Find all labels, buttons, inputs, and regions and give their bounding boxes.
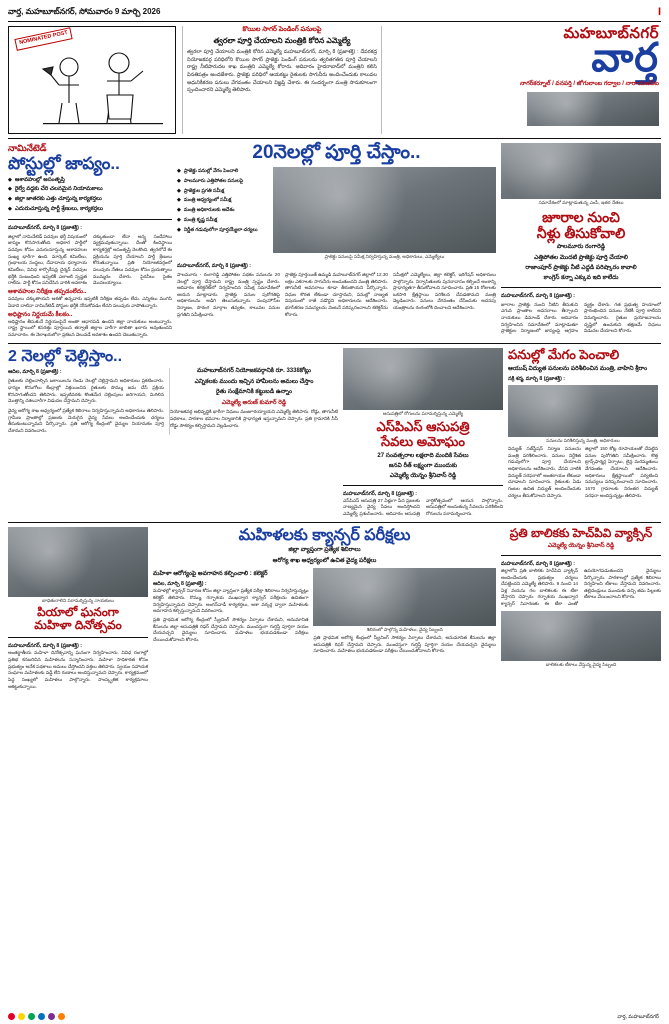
power-works-caption: పనులను పరిశీలిస్తున్న మంత్రి, అధికారులు xyxy=(546,438,620,443)
nominated-sub1: ఆశావహుల నిరీక్షణ తప్పడంలేదు.. xyxy=(8,289,87,296)
jurala-sub-1: పాలమూరు రంగారెడ్డి xyxy=(556,244,606,251)
review-meeting-photo xyxy=(273,167,496,253)
jurala-sub-2: ఎత్తిపోతల మొదటి ప్రాజెక్టు పూర్తి చేయాలి xyxy=(534,254,628,261)
bullet-item: ◆ రైల్వే వద్దకు చేరి చలనమైన నియామకాలు xyxy=(8,185,172,195)
jurala-headline-1: జూరాల నుంచి xyxy=(542,208,620,225)
lead-story xyxy=(182,26,382,134)
cancer-sub-2: ఆరోగ్య శాఖ ఆధ్వర్యంలో ఉచిత వైద్య పరీక్షలు xyxy=(272,557,377,564)
cancer-sub-1: జిల్లా వ్యాప్తంగా ప్రత్యేక శిబిరాలు xyxy=(288,547,361,554)
twenty-months-story xyxy=(177,143,496,339)
color-registration-dots xyxy=(8,1013,65,1020)
hospital-story xyxy=(343,348,503,518)
lead-body: త్వరలా పూర్తి చేయాలని మంత్రికి కోరిన ఎమ్మెల్యే మహబూబ్‌నగర్, మార్చి 8 (ప్రజాశక్తి) : దేవరకద్ర నియోజకవర్గ పరిధిలోని కొయిల సాగర్ ప్రాజెక్టు పెండింగ్ పనులను త్వరితగతిన పూర్తి చేయాలని రాష్ట్ర నీటిపారుదల శాఖ మంత్రిని ఎమ్మెల్యే కోరారు. ఆదివారం హైదరాబాద్‌లో మంత్రిని కలిసి వినతిపత్రం అందజేశారు. ప్రాజెక్టు పరిధిలో ఆయకట్టు రైతులకు సాగునీరు అందించేందుకు కాలువల ఆధునికీకరణ పనులు వేగవంతం చేయాలని విజ్ఞప్తి చేశారు. ఈ సందర్భంగా మంత్రి సానుకూలంగా స్పందించారని ఎమ్మెల్యే తెలిపారు. xyxy=(187,49,377,94)
funds-body: నియోజకవర్గ అభివృద్ధికి భారీగా నిధులు మంజూరయ్యాయని ఎమ్మెల్యే తెలిపారు. రోడ్లు, తాగునీటి పథకాలు, పాఠశాల భవనాల నిర్మాణానికి ప్రాధాన్యత ఇస్తున్నామని చెప్పారు. ప్రతి గ్రామానికి సీసీ రోడ్డు సౌకర్యం కల్పిస్తామని వెల్లడించారు. xyxy=(169,409,338,428)
section-divider-1 xyxy=(8,343,661,344)
power-works-col-b: జిల్లాలో 150 కోట్ల రూపాయలతో చేపట్టిన పనుల పురోగతిని సమీక్షించారు. కొత్త ట్రాన్స్‌ఫార్మర్ల ఏర్పాటు, లైన్ల మరమ్మతులు వేగవంతం చేయాలని ఆదేశించారు. అధికారులు క్షేత్రస్థాయిలో పర్యటించి సమస్యలు పరిష్కరించాలని సూచించారు. 1670 గ్రామాలకు నిరంతర విద్యుత్ సరఫరా అందిస్తున్నట్లు తెలిపారు. xyxy=(585,445,658,498)
twenty-months-byline: మహబూబ్‌నగర్, మార్చి 8 (ప్రజాశక్తి) : xyxy=(177,262,251,269)
hpv-photo-caption: బాలికలకు టీకాలు వేస్తున్న వైద్య సిబ్బంది xyxy=(545,661,617,667)
nominated-sub2: అధిష్టానం నిర్ణయమే కీలకం.. xyxy=(8,311,73,318)
bullet-item: ◆ ఆశావహుల్లో అసంతృప్తి xyxy=(8,176,172,186)
masthead-row xyxy=(8,26,661,134)
cancer-screening-story xyxy=(153,527,496,691)
nominated-body: జిల్లాలో నామినేటెడ్ పదవుల భర్తీ విషయంలో జాప్యం కొనసాగుతోంది. అధికార పార్టీలో పదవుల కోసం ఎదురుచూస్తున్న ఆశావహుల సంఖ్య భారీగా ఉంది. మార్కెట్ కమిటీలు, గ్రంథాలయ సంస్థలు, దేవాదాయ ధర్మాదాయ కమిటీలు, వివిధ కార్పొరేషన్ల చైర్మన్ పదవుల భర్తీకి సంబంధించి ఇప్పటికీ ఎలాంటి స్పష్టత రాలేదు. పార్టీ కోసం పనిచేసిన వారికి అవకాశం దక్కుతుందా లేదా అన్న సందేహాలు వ్యక్తమవుతున్నాయి. దీంతో కిందిస్థాయి కార్యకర్తల్లో అసంతృప్తి నెలకొంది. త్వరలోనే ఈ ప్రక్రియను పూర్తి చేయాలని పార్టీ శ్రేణులు కోరుతున్నాయి. ప్రతి నియోజకవర్గంలో పలువురు నేతలు పదవుల కోసం ప్రయత్నాలు ముమ్మరం చేశారు. పైరవీలు సైతం మొదలయ్యాయి. xyxy=(8,233,172,286)
womens-day-body: అంతర్జాతీయ మహిళా దినోత్సవాన్ని ఘనంగా నిర్వహించారు. వివిధ రంగాల్లో ప్రతిభ కనబరిచిన మహిళలను సన్మానించారు. మహిళా సాధికారత కోసం ప్రభుత్వం అనేక పథకాలు అమలు చేస్తోందని వక్తలు తెలిపారు. స్వయం సహాయక సంఘాల మహిళలకు వడ్డీ లేని రుణాలు అందిస్తున్నామని చెప్పారు. కార్యక్రమంలో పెద్ద సంఖ్యలో మహిళలు పాల్గొన్నారు. సాంస్కృతిక కార్యక్రమాలు ఆకట్టుకున్నాయి. xyxy=(8,650,148,689)
two-months-story xyxy=(8,348,338,518)
twenty-months-col3: సమీక్షలో ఎమ్మెల్యేలు, జిల్లా కలెక్టర్, ఇరిగేషన్ అధికారులు పాల్గొన్నారు. నిర్వాసితులకు పునరావాసం కల్పించే అంశాన్ని ప్రాధాన్యతగా తీసుకోవాలని సూచించారు. ప్రతి 15 రోజులకు ఒకసారి క్షేత్రస్థాయి పరిశీలన చేపడతామని మంత్రి వెల్లడించారు. పనులు వేగవంతం చేసేందుకు అదనపు యంత్రాలను రంగంలోకి దించాలని ఆదేశించారు. xyxy=(393,271,496,311)
nameplate xyxy=(388,26,661,134)
cancer-body-2: ప్రతి ప్రాథమిక ఆరోగ్య కేంద్రంలో స్క్రీనింగ్ సౌకర్యం ఏర్పాటు చేశామని, అనుమానిత కేసులను జిల్లా ఆసుపత్రికి రిఫర్ చేస్తామని చెప్పారు. ముందస్తుగా గుర్తిస్తే పూర్తిగా నయం చేయవచ్చని వైద్యులు సూచించారు. మహిళలు భయపడకుండా పరీక్షలు చేయించుకోవాలని కోరారు. xyxy=(153,617,309,643)
funds-sub1: ఎన్నికలకు ముందు ఇచ్చిన హామీలను అమలు చేస్తాం xyxy=(194,379,314,386)
hospital-headline-1: ఎస్‌పిఎస్ ఆసుపత్రి xyxy=(376,418,470,434)
lead-kicker: కొయిల సాగర్ పెండింగ్ పనులపై xyxy=(242,26,322,33)
cancer-camp-photo xyxy=(313,568,496,626)
bullet-item: ◆ పాలమూరు ఎత్తిపోతల పనులపై xyxy=(177,177,269,187)
jurala-byline: మహబూబ్‌నగర్, మార్చి 8 (ప్రజాశక్తి) : xyxy=(501,292,575,299)
nameplate-title: వార్త xyxy=(591,36,659,80)
nominated-byline: మహబూబ్‌నగర్, మార్చి 8 (ప్రజాశక్తి) : xyxy=(8,224,82,231)
divider xyxy=(501,555,661,556)
jurala-sub-3: రాజాంపూర్ ప్రాజెక్టు నీటి ఎద్దడి పరిష్కారం కావాలి xyxy=(525,264,637,271)
nameplate-town: మహబూబ్‌నగర్ xyxy=(563,25,659,42)
page-header xyxy=(8,6,661,22)
jurala-photo-caption: సమావేశంలో మాట్లాడుతున్న ఎంపీ, ఇతర నేతలు xyxy=(538,200,624,205)
womens-day-photo xyxy=(8,527,148,597)
cancer-headline: మహిళలకు క్యాన్సర్ పరీక్షలు xyxy=(238,526,411,544)
power-works-headline: పనుల్లో మేగం పెంచాలి xyxy=(508,346,620,362)
power-works-story xyxy=(508,348,658,518)
lower-section xyxy=(8,527,661,691)
footer-imprint: వార్త, మహబూబ్‌నగర్ xyxy=(617,1013,659,1020)
page-number: I xyxy=(657,6,661,18)
cancer-body-extra: ప్రతి ప్రాథమిక ఆరోగ్య కేంద్రంలో స్క్రీనింగ్ సౌకర్యం ఏర్పాటు చేశామని, అనుమానిత కేసులను జిల్లా ఆసుపత్రికి రిఫర్ చేస్తామని చెప్పారు. ముందస్తుగా గుర్తిస్తే పూర్తిగా నయం చేయవచ్చని వైద్యులు సూచించారు. మహిళలు భయపడకుండా పరీక్షలు చేయించుకోవాలని కోరారు. xyxy=(313,635,496,654)
hpv-body: జిల్లాలోని ప్రతి బాలికకు హెచ్‌పివి వ్యాక్సిన్ అందించేందుకు ప్రభుత్వం చర్యలు చేపట్టిందని ఎమ్మెల్యే తెలిపారు. 9 నుంచి 14 ఏళ్ల వయసు గల బాలికలకు ఈ టీకా వేస్తారని చెప్పారు. గర్భాశయ ముఖద్వార క్యాన్సర్ నివారణకు ఈ టీకా ఎంతో ఉపయోగపడుతుందని వైద్యులు పేర్కొన్నారు. పాఠశాలల్లో ప్రత్యేక శిబిరాలు నిర్వహించి టీకాలు వేస్తామని వివరించారు. తల్లిదండ్రులు ముందుకు వచ్చి తమ పిల్లలకు టీకాలు వేయించాలని కోరారు. xyxy=(501,567,661,607)
nominated-bullets xyxy=(8,176,172,215)
womens-day-caption: బాధితురాలిని పరామర్శిస్తున్న నాయకులు xyxy=(42,597,114,603)
nameplate-editions: నాగర్‌కర్నూల్ / వనపర్తి / జోగులాంబ గద్వాల / నారాయణపేట xyxy=(519,81,659,87)
cancer-camp-caption: శిబిరంలో పాల్గొన్న మహిళలు, వైద్య సిబ్బంది xyxy=(366,627,443,633)
power-works-byline: నక్రి శర్మ, మార్చి 8 (ప్రజాశక్తి) : xyxy=(508,376,566,382)
jurala-body: జూరాల ప్రాజెక్టు నుంచి నీటిని తీసుకుని ఎగువ ప్రాంతాల అవసరాలు తీర్చాలని నాయకులు డిమాండ్ చేశారు. ఆదివారం నిర్వహించిన సమావేశంలో మాట్లాడుతూ ప్రాజెక్టుల నిర్మాణంలో జాప్యంపై ఆగ్రహం వ్యక్తం చేశారు. గత ప్రభుత్వ హయాంలో ప్రారంభించిన పనులు నేటికీ పూర్తి కాలేదని విమర్శించారు. రైతుల ప్రయోజనాలను దృష్టిలో ఉంచుకుని తక్షణమే నిధులు విడుదల చేయాలని కోరారు. xyxy=(501,301,661,334)
two-months-headline: 2 నెలల్లో చెల్లిస్తాం.. xyxy=(8,347,123,365)
cartoon-art xyxy=(8,27,175,133)
divider xyxy=(343,485,503,486)
bullet-item: ◆ ఎదురుచూస్తున్న పార్టీ శ్రేణులు, కార్యకర్తలు xyxy=(8,205,172,215)
hospital-body: ఎస్‌పిఎస్ ఆసుపత్రి 27 ఏళ్లుగా పేద ప్రజలకు నాణ్యమైన వైద్య సేవలు అందిస్తోందని ఎమ్మెల్యే ప్రశంసించారు. ఆదివారం ఆసుపత్రి వార్షికోత్సవంలో ఆయన పాల్గొన్నారు. ఆసుపత్రిలో అందుతున్న సేవలను పరిశీలించి రోగులను పరామర్శించారు. xyxy=(343,497,503,516)
womens-day-headline-1: పియాలో ఘనంగా xyxy=(37,604,119,619)
jurala-photo xyxy=(501,143,661,199)
lead-headline: త్వరలా పూర్తి చేయాలని మంత్రికి కోరిన ఎమ్మెల్యే xyxy=(213,36,351,46)
hospital-sub-2: జనవి రీత్ లక్ష్యంగా ముందుకు xyxy=(388,462,458,469)
divider xyxy=(8,637,148,638)
womens-day-byline: మహబూబ్‌నగర్, మార్చి 8 (ప్రజాశక్తి) : xyxy=(8,643,82,650)
review-meeting-caption: ప్రాజెక్టు పనులపై సమీక్ష నిర్వహిస్తున్న మంత్రి, అధికారులు, ఎమ్మెల్యేలు xyxy=(324,253,445,259)
power-works-col-a: విద్యుత్ సబ్‌స్టేషన్ నిర్మాణ పనులను మంత్రి పరిశీలించారు. పనులు నిర్దేశిత గడువులోగా పూర్తి చేయాలని అధికారులను ఆదేశించారు. వేసవి నాటికి విద్యుత్ సరఫరాలో అంతరాయం లేకుండా చూడాలని సూచించారు. రైతులకు ఏడు గంటల ఉచిత విద్యుత్ అందించేందుకు చర్యలు తీసుకోవాలని చెప్పారు. xyxy=(508,445,581,498)
cancer-body-1: మహిళల్లో క్యాన్సర్ నివారణ కోసం జిల్లా వ్యాప్తంగా ప్రత్యేక పరీక్షా శిబిరాలు నిర్వహిస్తున్నట్లు కలెక్టర్ తెలిపారు. రొమ్ము, గర్భాశయ ముఖద్వార క్యాన్సర్ పరీక్షలను ఉచితంగా నిర్వహిస్తున్నామని చెప్పారు. అంగన్‌వాడీ కార్యకర్తలు, ఆశా వర్కర్ల ద్వారా మహిళలకు అవగాహన కల్పిస్తున్నామని వివరించారు. xyxy=(153,588,309,614)
upper-section xyxy=(8,143,661,339)
nominated-headline: పోస్టుల్లో జాప్యం.. xyxy=(8,153,120,173)
hospital-photo-caption: ఆసుపత్రిలో రోగులను పరామర్శిస్తున్న ఎమ్మెల్యే xyxy=(382,410,464,416)
hospital-sub-3: ఎమ్మెల్యే యెన్నం శ్రీనివాస్ రెడ్డి xyxy=(389,473,457,480)
editorial-cartoon xyxy=(8,26,176,134)
masthead-divider xyxy=(8,138,661,139)
two-months-col3: వైద్య ఆరోగ్య శాఖ ఆధ్వర్యంలో ప్రత్యేక శిబిరాలు నిర్వహిస్తున్నామని అధికారులు తెలిపారు. గ్రామీణ ప్రాంతాల్లో ప్రజలకు మెరుగైన వైద్య సేవలు అందించేందుకు చర్యలు తీసుకుంటున్నామని పేర్కొన్నారు. ప్రతి ఆరోగ్య కేంద్రంలో వైద్యుల నియామకం పూర్తి చేశామని వివరించారు. xyxy=(8,407,164,433)
middle-section xyxy=(8,348,661,518)
cancer-byline: ఆదిల, మార్చి 8 (ప్రజాశక్తి) : xyxy=(153,581,207,588)
nominated-sub2-body: అధిష్టానం తీసుకునే నిర్ణయంపైనే అంతా ఆధారపడి ఉందని జిల్లా నాయకులు అంటున్నారు. రాష్ట్ర స్థాయిలో కసరత్తు పూర్తయిన తర్వాతే జిల్లాల వారీగా జాబితా ఖరారు అవుతుందని సమాచారం. ఈ నెలాఖరులోగా ప్రకటన వెలువడే అవకాశం ఉందని చెబుతున్నారు. xyxy=(8,318,172,338)
bullet-item: ◆ మంత్రి ఆధ్వర్యంలో సమీక్ష xyxy=(177,196,269,206)
nominated-posts-story xyxy=(8,143,172,339)
hospital-headline-2: సేవలు అమోఘం xyxy=(381,433,465,449)
hpv-byline: మహబూబ్‌నగర్, మార్చి 8 (ప్రజాశక్తి) : xyxy=(501,560,575,567)
divider xyxy=(501,287,661,288)
bullet-item: ◆ ప్రాజెక్టు పనుల్లో వేగం పెంచాలి xyxy=(177,167,269,177)
nominated-post-stamp: NOMINATED POST xyxy=(14,27,73,50)
funds-subhead: మహబూబ్‌నగర్ నియోజకవర్గానికి రూ. 3338కోట్లు xyxy=(197,368,311,375)
power-works-photo xyxy=(508,385,658,437)
hpv-photo xyxy=(501,611,661,661)
nominated-kicker: నామినేటెడ్ xyxy=(8,143,47,153)
hospital-sub-1: 27 సంవత్సరాల లక్షలాది మందికి సేవలు xyxy=(377,452,469,459)
two-months-col1: రైతులకు చెల్లించాల్సిన బకాయిలను రెండు నెలల్లో చెల్లిస్తామని అధికారులు ప్రకటించారు. ధాన్యం కొనుగోలు కేంద్రాల్లో విక్రయించిన రైతులకు సొమ్ము జమ చేసే ప్రక్రియ కొనసాగుతోందని తెలిపారు. ఇప్పటివరకు కొంతమేర చెల్లింపులు జరిగాయని, మిగిలిన మొత్తాన్ని దశలవారీగా విడుదల చేస్తామని చెప్పారు. xyxy=(8,378,164,404)
jurala-sub-4: కాంగ్రెస్ కన్నా ఎక్కువ ఇది కాలేదు xyxy=(543,275,619,282)
funds-sub2: రైతు సంక్షేమానికి కట్టుబడి ఉన్నాం xyxy=(215,389,293,396)
womens-day-story xyxy=(8,527,148,691)
divider xyxy=(8,219,172,220)
hospital-photo xyxy=(343,348,503,410)
hpv-headline: ప్రతి బాలికకు హెచ్‌పివి వ్యాక్సిన్ xyxy=(509,525,653,540)
section-divider-2 xyxy=(8,522,661,523)
bullet-item: ◆ మంత్రి అధికారులకు ఆదేశం xyxy=(177,206,269,216)
womens-day-headline-2: మహిళా దినోత్సవం xyxy=(34,618,122,633)
two-months-byline: ఆదిల, మార్చి 8 (ప్రజాశక్తి) : xyxy=(8,369,62,376)
cancer-sub-3: మహిళా ఆరోగ్యంపై అవగాహన కల్పించాలి : కలెక్టర్ xyxy=(153,571,268,578)
bullet-item: ◆ ప్రాజెక్టుల ప్రగతి సమీక్ష xyxy=(177,187,269,197)
bullet-item: ◆ మంత్రి కృష్ణ సమీక్ష xyxy=(177,216,269,226)
bullet-item: ◆ నిర్ణీత గడువులోగా పూర్తయ్యేలా చర్యలు xyxy=(177,226,269,236)
twenty-months-col2: ప్రాజెక్టు పూర్తయితే ఉమ్మడి మహబూబ్‌నగర్ జిల్లాలో 12.30 లక్షల ఎకరాలకు సాగునీరు అందుతుందని మంత్రి తెలిపారు. తాగునీటి అవసరాలు కూడా తీరుతాయని పేర్కొన్నారు. నిధుల కొరత లేకుండా చూస్తామని, పనుల్లో నాణ్యత విషయంలో రాజీ పడొద్దని అధికారులను ఆదేశించారు. భూసేకరణ సమస్యలను వెంటనే పరిష్కరించాలని కలెక్టర్‌ను కోరారు. xyxy=(285,271,388,317)
twenty-months-headline: 20నెలల్లో పూర్తి చేస్తాం.. xyxy=(252,142,421,163)
twenty-months-col1: పాలమూరు - రంగారెడ్డి ఎత్తిపోతల పథకం పనులను 20 నెలల్లో పూర్తి చేస్తామని రాష్ట్ర మంత్రి స్పష్టం చేశారు. ఆదివారం కలెక్టరేట్‌లో నిర్వహించిన సమీక్ష సమావేశంలో ఆయన మాట్లాడారు. ప్రాజెక్టు పనుల పురోగతిపై అధికారులను అడిగి తెలుసుకున్నారు. పంపుహౌస్‌ల నిర్మాణం, సొరంగ మార్గాల తవ్వకం, కాలువల పనుల ప్రగతిని సమీక్షించారు. xyxy=(177,271,280,317)
hpv-vaccine-story xyxy=(501,527,661,691)
edition-line: వార్త, మహబూబ్‌నగర్, సోమవారం 9 మార్చి 2026 xyxy=(8,6,161,16)
hpv-sub: ఎమ్మెల్యే యెన్నం శ్రీనివాస్ రెడ్డి xyxy=(547,543,615,550)
funds-sub3: ఎమ్మెల్యే అరుణ్‌ కుమార్ రెడ్డి xyxy=(221,399,287,406)
bullet-item: ◆ జిల్లా జాతరకు ఎత్తు చూస్తున్న కార్యకర్తలు xyxy=(8,195,172,205)
masthead-photo xyxy=(527,92,659,126)
nominated-sub1-body: పదవులు దక్కుతాయని ఆశతో ఉన్నవారు ఇప్పటికీ నిరీక్షణ తప్పడం లేదు. ఎన్నికలు ముగిసి ఏడాది దాటినా నామినేటెడ్ పోస్టుల భర్తీకి నోచుకోవడం లేదని పలువురు వాపోతున్నారు. xyxy=(8,296,172,308)
jurala-story xyxy=(501,143,661,339)
power-works-sub: ఆయుష్ విద్యుత పనులను పరిశీలించిన మంత్రి, వాహిని శ్రీరాం xyxy=(508,365,648,372)
twenty-months-bullets xyxy=(177,167,269,260)
hospital-byline: మహబూబ్‌నగర్, మార్చి 8 (ప్రజాశక్తి) : xyxy=(343,490,417,497)
jurala-headline-2: నీళ్లు తీసుకోవాలి xyxy=(536,225,626,242)
